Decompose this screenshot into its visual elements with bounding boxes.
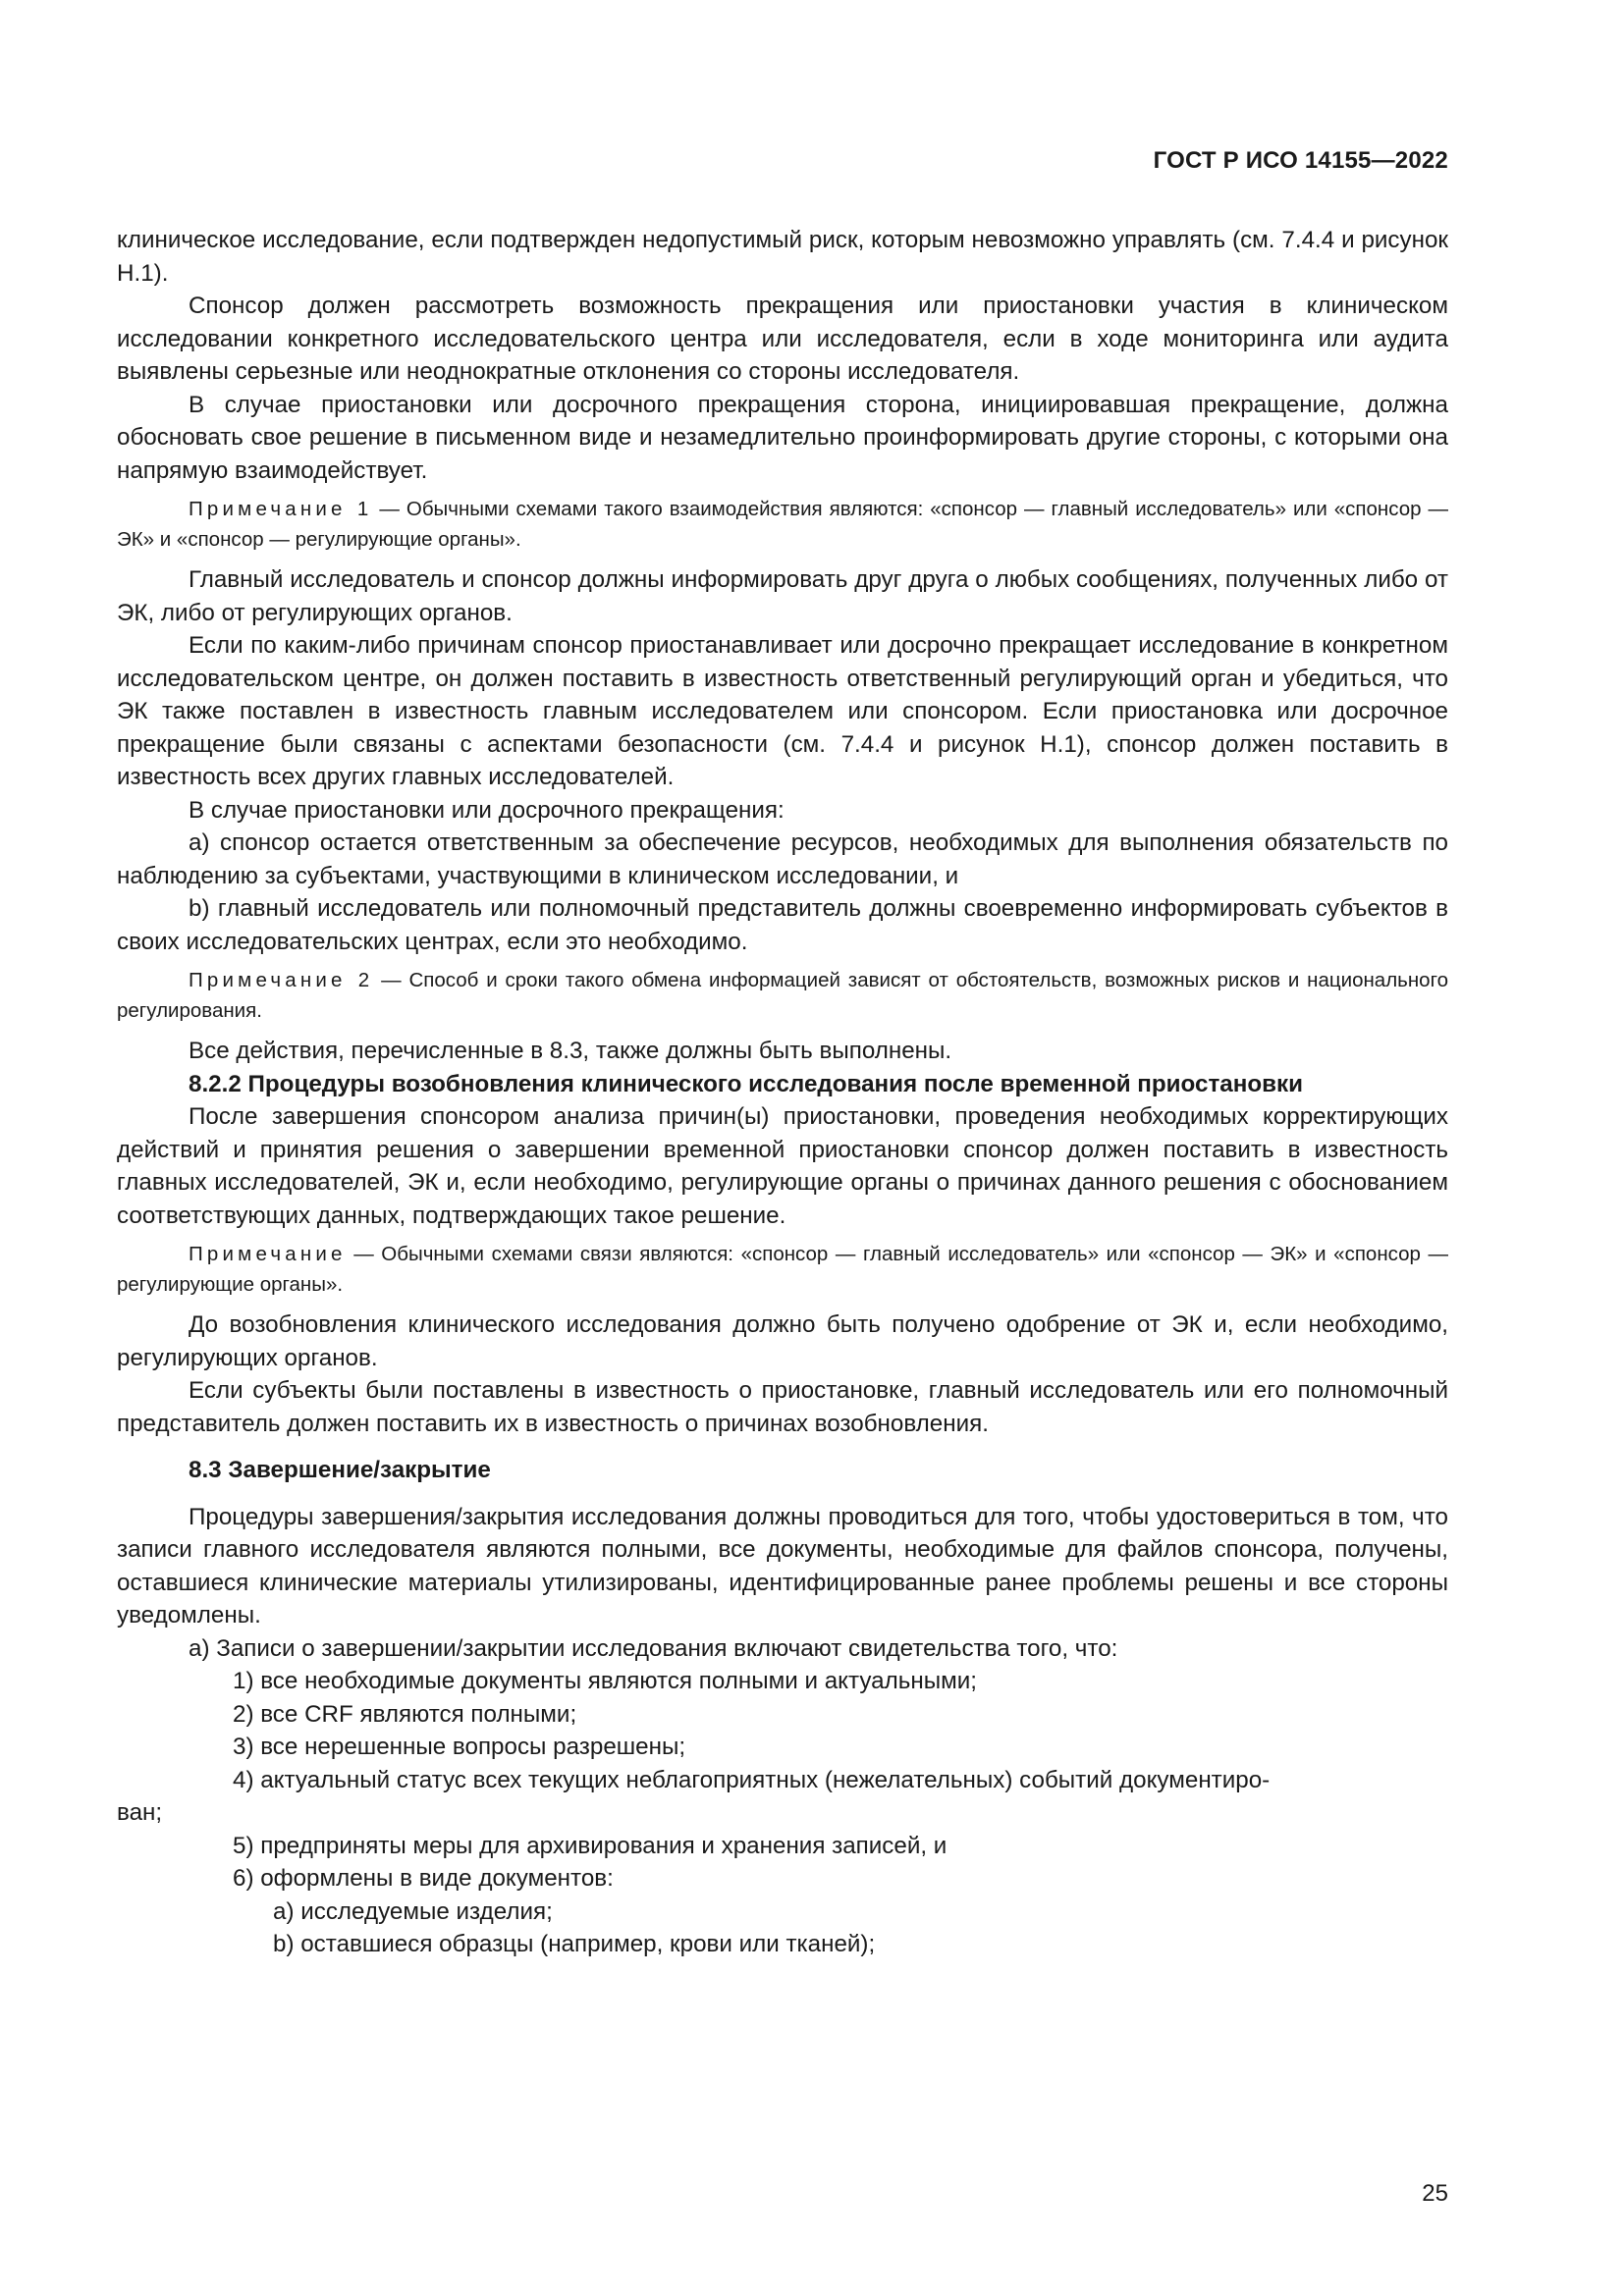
list-item: 4) актуальный статус всех текущих неблагоприятных (нежелательных) событий документиро- [233, 1766, 1271, 1793]
paragraph: В случае приостановки или досрочного прекращения: [189, 796, 785, 824]
list-item: a) исследуемые изделия; [273, 1897, 553, 1925]
paragraph: После завершения спонсором анализа причин(ы) приостановки, проведения необходимых корректирующих действий и принятия решения о завершении временной приостановки спонсор должен поставить в известность главных исследователей, ЭК и, если необходимо, регулирующие органы о причинах данного решения с обоснованием соответствующих данных, подтверждающих такое решение. [117, 1103, 1448, 1229]
list-item: 2) все CRF являются полными; [233, 1700, 577, 1728]
list-item: a) Записи о завершении/закрытии исследования включают свидетельства того, что: [189, 1634, 1118, 1662]
document-body [117, 224, 1448, 1961]
section-heading: 8.2.2 Процедуры возобновления клинического исследования после временной приостановки [189, 1070, 1303, 1097]
paragraph: В случае приостановки или досрочного прекращения сторона, инициировавшая прекращение, должна обосновать свое решение в письменном виде и незамедлительно проинформировать другие стороны, с которыми она напрямую взаимодействует. [117, 391, 1448, 484]
paragraph: Спонсор должен рассмотреть возможность прекращения или приостановки участия в клиническом исследовании конкретного исследовательского центра или исследователя, если в ходе мониторинга или аудита выявлены серьезные или неоднократные отклонения со стороны исследователя. [117, 293, 1448, 385]
paragraph: До возобновления клинического исследования должно быть получено одобрение от ЭК и, если необходимо, регулирующих органов. [117, 1311, 1448, 1371]
paragraph: Если субъекты были поставлены в известность о приостановке, главный исследователь или его полномочный представитель должен поставить их в известность о причинах возобновления. [117, 1377, 1448, 1437]
note [117, 1239, 1448, 1300]
list-item: 6) оформлены в виде документов: [233, 1865, 614, 1892]
page-number: 25 [1422, 2180, 1448, 2207]
note-text: — Обычными схемами связи являются: «спонсор — главный исследователь» или «спонсор — ЭК» и «спонсор — регулирующие органы». [117, 1243, 1448, 1296]
note [117, 494, 1448, 555]
paragraph: Процедуры завершения/закрытия исследования должны проводиться для того, чтобы удостовериться в том, что записи главного исследователя являются полными, все документы, необходимые для файлов спонсора, получены, оставшиеся клинические материалы утилизированы, идентифицированные ранее проблемы решены и все стороны уведомлены. [117, 1503, 1448, 1629]
paragraph: Все действия, перечисленные в 8.3, также должны быть выполнены. [189, 1038, 952, 1064]
note [117, 965, 1448, 1026]
page-header: ГОСТ Р ИСО 14155—2022 [1153, 147, 1448, 174]
document-page [117, 0, 1448, 2296]
note-label: Примечание 1 [189, 498, 373, 520]
note-text: — Обычными схемами такого взаимодействия являются: «спонсор — главный исследователь» или «спонсор — ЭК» и «спонсор — регулирующие органы». [117, 498, 1448, 551]
note-label: Примечание [189, 1243, 347, 1265]
list-item: b) оставшиеся образцы (например, крови или тканей); [273, 1931, 876, 1957]
paragraph: клиническое исследование, если подтвержден недопустимый риск, которым невозможно управлять (см. 7.4.4 и рисунок Н.1). [117, 227, 1448, 287]
list-item: 1) все необходимые документы являются полными и актуальными; [233, 1668, 977, 1694]
list-item: a) спонсор остается ответственным за обеспечение ресурсов, необходимых для выполнения обязательств по наблюдению за субъектами, участвующими в клиническом исследовании, и [117, 829, 1448, 889]
note-text: — Способ и сроки такого обмена информацией зависят от обстоятельств, возможных рисков и национального регулирования. [117, 969, 1448, 1022]
list-item: 3) все нерешенные вопросы разрешены; [233, 1734, 686, 1760]
section-heading: 8.3 Завершение/закрытие [189, 1457, 491, 1483]
list-item: b) главный исследователь или полномочный представитель должны своевременно информировать субъектов в своих исследовательских центрах, если это необходимо. [117, 895, 1448, 955]
paragraph: Если по каким-либо причинам спонсор приостанавливает или досрочно прекращает исследование в конкретном исследовательском центре, он должен поставить в известность ответственный регулирующий орган и убедиться, что ЭК также поставлен в известность главным исследователем или спонсором. Если приостановка или досрочное прекращение были связаны с аспектами безопасности (см. 7.4.4 и рисунок Н.1), спонсор должен поставить в известность всех других главных исследователей. [117, 632, 1448, 790]
paragraph: Главный исследователь и спонсор должны информировать друг друга о любых сообщениях, полученных либо от ЭК, либо от регулирующих органов. [117, 566, 1448, 626]
list-item-continuation: ван; [117, 1799, 163, 1826]
note-label: Примечание 2 [189, 969, 374, 991]
list-item: 5) предприняты меры для архивирования и хранения записей, и [233, 1832, 947, 1859]
